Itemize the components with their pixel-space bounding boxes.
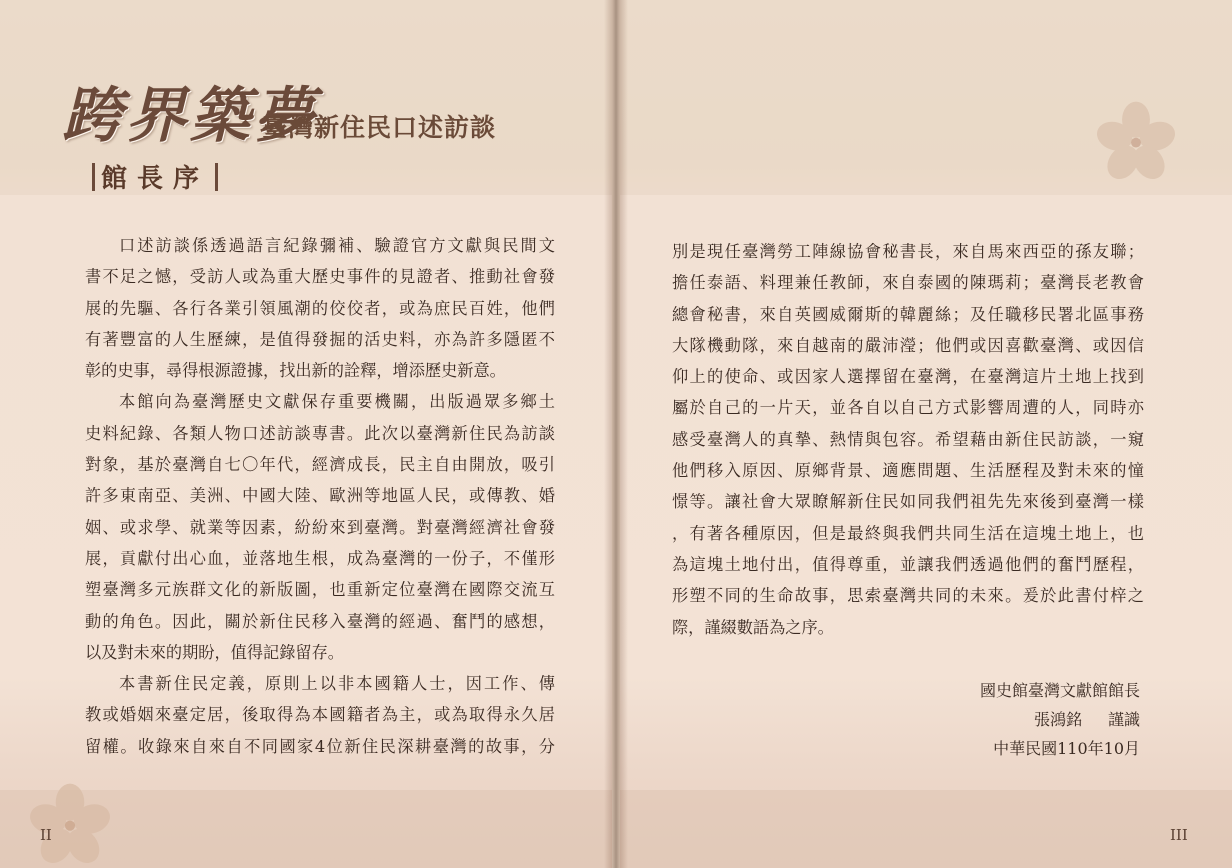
text-line: 憬等。讓社會大眾瞭解新住民如同我們祖先先來後到臺灣一樣 (672, 492, 1144, 512)
text-line: 展，貢獻付出心血，並落地生根，成為臺灣的一份子，不僅形 (85, 548, 555, 568)
page-number-left: II (40, 826, 52, 844)
text-line: 感受臺灣人的真摯、熱情與包容。希望藉由新住民訪談，一窺 (672, 429, 1144, 449)
text-line: 本書新住民定義，原則上以非本國籍人士，因工作、傳 (119, 674, 555, 694)
text-line: 大隊機動隊，來自越南的嚴沛瀅；他們或因喜歡臺灣、或因信 (672, 335, 1144, 355)
text-line: 屬於自己的一片天，並各自以自己方式影響周遭的人，同時亦 (672, 398, 1144, 418)
text-line: 姻、或求學、就業等因素，紛紛來到臺灣。對臺灣經濟社會發 (85, 517, 555, 537)
text-line: 以及對未來的期盼，值得記錄留存。 (85, 642, 344, 662)
signature-name-line (980, 705, 1140, 734)
page-number-right: III (1170, 826, 1188, 844)
text-line: 彰的史事，尋得根源證據，找出新的詮釋，增添歷史新意。 (85, 361, 506, 381)
text-line: 別是現任臺灣勞工陣線協會秘書長，來自馬來西亞的孫友聯； (672, 242, 1144, 261)
signature-block (980, 676, 1140, 763)
signature-date: 中華民國110年10月 (993, 739, 1140, 758)
book-subtitle: 臺灣新住民口述訪談 (262, 113, 497, 142)
footer-band (620, 790, 1232, 868)
right-body-text (672, 236, 1144, 643)
text-line: 有著豐富的人生歷練，是值得發掘的活史料，亦為許多隱匿不 (85, 329, 555, 349)
text-line: 口述訪談係透過語言紀錄彌補、驗證官方文獻與民間文 (119, 236, 555, 255)
text-line: 為這塊土地付出，值得尊重，並讓我們透過他們的奮鬥歷程， (672, 554, 1144, 574)
text-line: 史料紀錄、各類人物口述訪談專書。此次以臺灣新住民為訪談 (85, 423, 555, 443)
section-title-text: 館長序 (101, 164, 210, 194)
text-line: ，有著各種原因，但是最終與我們共同生活在這塊土地上，也 (672, 523, 1144, 543)
left-page (0, 0, 612, 868)
text-line: 塑臺灣多元族群文化的新版圖，也重新定位臺灣在國際交流互 (85, 580, 555, 600)
text-line: 仰上的使命、或因家人選擇留在臺灣，在臺灣這片土地上找到 (672, 367, 1144, 387)
text-line: 總會秘書，來自英國威爾斯的韓麗絲；及任職移民署北區事務 (672, 304, 1144, 324)
text-line: 展的先驅、各行各業引領風潮的佼佼者，或為庶民百姓，他們 (85, 298, 555, 318)
hibiscus-flower-icon (28, 782, 112, 866)
section-title (86, 158, 224, 195)
text-line: 許多東南亞、美洲、中國大陸、歐洲等地區人民，或傳教、婚 (85, 486, 555, 506)
signature-name: 張鴻銘 (1033, 710, 1082, 729)
hibiscus-flower-icon (1095, 100, 1177, 182)
text-line: 動的角色。因此，關於新住民移入臺灣的經過、奮鬥的感想， (85, 611, 555, 631)
book-gutter (604, 0, 628, 868)
section-bar-left (92, 163, 95, 191)
text-line: 本館向為臺灣歷史文獻保存重要機關，出版過眾多鄉土 (119, 392, 555, 412)
text-line: 對象，基於臺灣自七〇年代，經濟成長，民主自由開放，吸引 (85, 455, 555, 475)
text-line: 教或婚姻來臺定居，後取得為本國籍者為主，或為取得永久居 (85, 705, 555, 725)
left-body-text (85, 230, 555, 762)
text-line: 際，謹綴數語為之序。 (672, 617, 834, 637)
text-line: 形塑不同的生命故事，思索臺灣共同的未來。爰於此書付梓之 (672, 586, 1144, 606)
book-title: 跨界築夢 (62, 81, 318, 151)
signature-title: 國史館臺灣文獻館館長 (979, 681, 1140, 700)
text-line: 留權。收錄來自來自不同國家4位新住民深耕臺灣的故事，分 (85, 736, 555, 756)
section-bar-right (215, 163, 218, 191)
text-line: 書不足之憾，受訪人或為重大歷史事件的見證者、推動社會發 (85, 267, 555, 287)
signature-honorific: 謹識 (1107, 710, 1140, 729)
text-line: 擔任泰語、料理兼任教師，來自泰國的陳瑪莉；臺灣長老教會 (672, 273, 1144, 293)
text-line: 他們移入原因、原鄉背景、適應問題、生活歷程及對未來的憧 (672, 461, 1144, 481)
